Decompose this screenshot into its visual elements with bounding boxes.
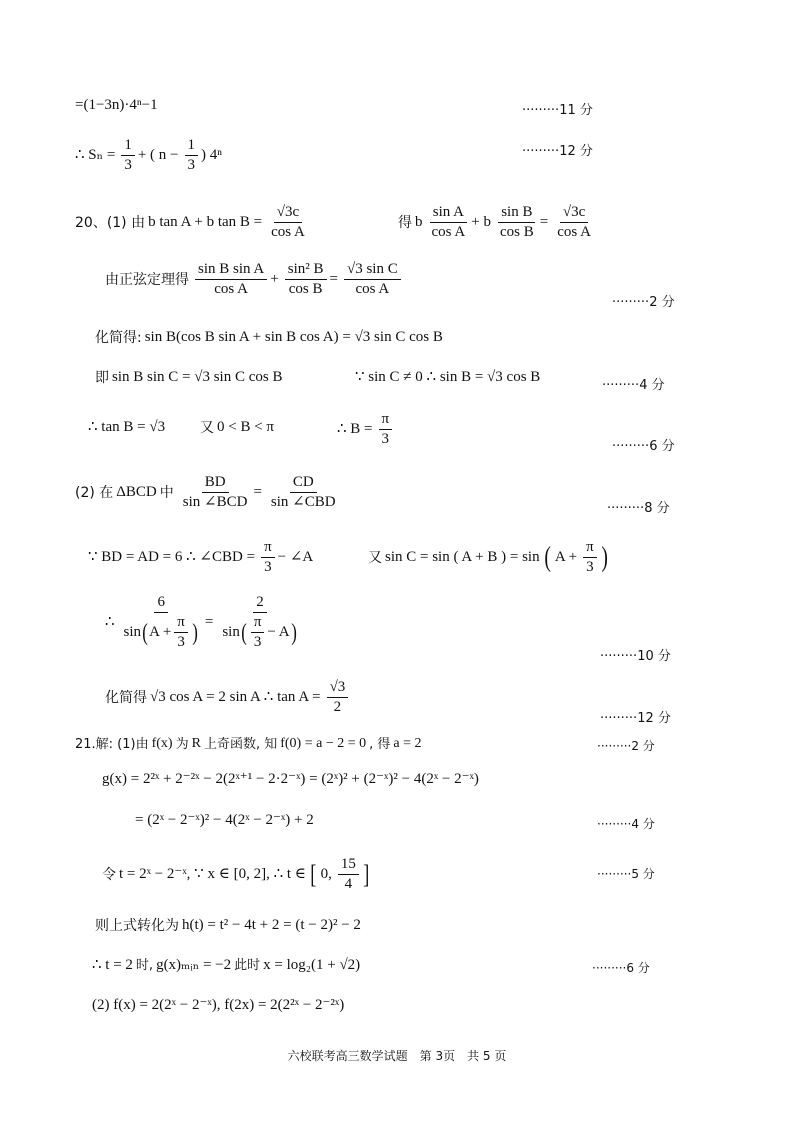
numerator: 2 [253, 595, 267, 613]
fraction [327, 680, 349, 715]
solution-line [75, 475, 342, 510]
math-expression: = [204, 614, 214, 630]
solution-line [75, 737, 425, 751]
denominator: 4 [344, 876, 353, 892]
solution-line [92, 998, 347, 1013]
math-expression: 0 < B < π [217, 419, 274, 435]
solution-line [75, 138, 225, 173]
numerator: π [261, 540, 275, 558]
numerator: 6 [154, 595, 168, 613]
math-expression: h(t) = t² − 4t + 2 = (t − 2)² − 2 [182, 917, 361, 933]
fraction [379, 412, 393, 447]
numerator: sin A [430, 205, 467, 223]
denominator [219, 613, 300, 650]
math-expression: + ( n − [137, 147, 179, 163]
denominator: cos A [271, 224, 305, 240]
solution-line [75, 98, 161, 113]
fraction [185, 138, 199, 173]
paren-right: ) [290, 619, 297, 646]
math-expression: A + [554, 549, 578, 565]
fraction [429, 205, 469, 240]
math-expression: = [329, 271, 338, 287]
numerator: BD [202, 475, 229, 493]
math-expression: ∵ sin C ≠ 0 ∴ sin B = √3 cos B [355, 369, 541, 385]
math-expression: ∴ tan B = √3 [88, 419, 166, 435]
math-expression: a = 2 [393, 736, 422, 751]
score-mark: ·········4 分 [602, 378, 665, 393]
denominator: 3 [586, 559, 594, 575]
math-expression: sin B sin C = √3 sin C cos B [112, 369, 283, 385]
denominator: cos A [431, 224, 466, 240]
math-expression: g(x)ₘᵢₙ = −2 [156, 957, 232, 973]
score-mark: ·········4 分 [597, 817, 655, 831]
solution-line [88, 420, 168, 435]
score-mark: ·········12 分 [600, 711, 671, 726]
math-expression: ΔBCD [116, 484, 157, 500]
numerator: 15 [338, 857, 359, 875]
score-mark: ·········2 分 [597, 739, 655, 753]
denominator: 3 [381, 431, 390, 447]
numerator: CD [290, 475, 317, 493]
fraction [121, 595, 202, 650]
text: 化简得: [95, 329, 142, 346]
score-mark: ·········10 分 [600, 649, 671, 664]
fraction [268, 475, 339, 510]
solution-line [75, 205, 311, 240]
math-expression: (2) f(x) = 2(2ˣ − 2⁻ˣ), f(2x) = 2(2²ˣ − 2⁻²ˣ) [92, 997, 345, 1013]
solution-line [105, 595, 304, 650]
text: 又 [200, 419, 214, 436]
solution-line [95, 330, 446, 345]
numerator: 1 [121, 138, 135, 156]
score-mark: ·········2 分 [612, 295, 675, 310]
text: (2) 在 [75, 484, 114, 501]
score-mark: ·········8 分 [607, 501, 670, 516]
page-footer: 六校联考高三数学试题 第 3页 共 5 页 [287, 1049, 507, 1063]
fraction [121, 138, 135, 173]
numerator: sin B sin A [195, 262, 267, 280]
solution-line [398, 205, 597, 240]
math-expression: ∴ Sₙ = [75, 147, 116, 163]
fraction [261, 540, 275, 575]
bracket-left: [ [310, 859, 317, 889]
denominator: cos A [355, 281, 390, 297]
math-expression: =(1−3n)·4ⁿ−1 [75, 97, 158, 113]
math-expression: = [253, 484, 262, 500]
text: , 得 [369, 736, 391, 752]
math-expression: ) 4ⁿ [201, 147, 222, 163]
question-label: 20、(1) 由 [75, 214, 146, 231]
text: 上奇函数, 知 [203, 736, 278, 752]
fraction [174, 615, 188, 650]
math-expression: ∴ t = 2 [92, 957, 133, 973]
denominator: sin ∠BCD [182, 494, 248, 510]
numerator: π [174, 615, 188, 633]
fraction [195, 262, 267, 297]
numerator: sin B [498, 205, 535, 223]
solution-line [200, 420, 277, 435]
text: 得 [398, 214, 412, 231]
math-expression: − A [267, 624, 290, 640]
text: 则上式转化为 [95, 917, 179, 934]
denominator: cos A [214, 281, 249, 297]
solution-line [105, 680, 351, 715]
solution-line [337, 412, 395, 447]
solution-line [105, 262, 404, 297]
math-expression: sin C = sin ( A + B ) = sin [385, 549, 540, 565]
math-expression: sin [123, 624, 142, 640]
solution-line [92, 958, 363, 973]
solution-line [95, 370, 285, 385]
text: 由正弦定理得 [105, 271, 189, 288]
denominator: cos A [557, 224, 591, 240]
fraction [268, 205, 308, 240]
fraction [583, 540, 597, 575]
score-mark: ·········6 分 [592, 961, 650, 975]
solution-line [102, 772, 482, 787]
solution-line [135, 813, 317, 828]
numerator: √3c [274, 205, 302, 223]
math-expression: f(x) [151, 736, 173, 751]
denominator: cos B [288, 281, 323, 297]
denominator: 3 [253, 634, 262, 650]
fraction [338, 857, 359, 892]
fraction [285, 262, 327, 297]
numerator: π [379, 412, 393, 430]
fraction [497, 205, 537, 240]
denominator: cos B [499, 224, 534, 240]
math-expression: 0, [320, 866, 332, 882]
numerator: √3 [327, 680, 349, 698]
numerator: √3 sin C [344, 262, 401, 280]
math-expression: ∵ BD = AD = 6 ∴ ∠CBD = [88, 549, 256, 565]
text: 又 [368, 549, 382, 566]
denominator: 3 [177, 634, 185, 650]
text: 时, [135, 958, 154, 973]
score-mark: ·········11 分 [522, 103, 593, 118]
text: 化简得 [105, 689, 147, 706]
numerator: sin² B [285, 262, 327, 280]
paren-left: ( [142, 619, 148, 646]
numerator: π [251, 615, 265, 633]
fraction [180, 475, 251, 510]
solution-line [88, 540, 316, 575]
solution-line [368, 540, 612, 575]
numerator: 1 [185, 138, 199, 156]
paren-right: ) [601, 541, 608, 573]
paren-left: ( [241, 619, 247, 646]
math-expression: = [539, 214, 549, 230]
denominator [121, 613, 202, 650]
math-expression: + [270, 271, 279, 287]
math-expression: sin [222, 624, 240, 640]
math-expression: R [191, 736, 201, 751]
fraction [251, 615, 265, 650]
score-mark: ·········12 分 [522, 144, 593, 159]
score-mark: ·········6 分 [612, 439, 675, 454]
denominator: 3 [124, 157, 132, 173]
math-expression: ∴ B = [337, 421, 373, 437]
text: 即 [95, 369, 109, 386]
text: 中 [159, 484, 174, 501]
math-expression: − ∠A [277, 549, 314, 565]
math-expression: f(0) = a − 2 = 0 [280, 736, 367, 751]
fraction [344, 262, 401, 297]
math-expression: g(x) = 2²ˣ + 2⁻²ˣ − 2(2ˣ⁺¹ − 2·2⁻ˣ) = (2ˣ)² + (2⁻ˣ)² − 4(2ˣ − 2⁻ˣ) [102, 771, 479, 787]
paren-right: ) [192, 619, 198, 646]
numerator: √3c [560, 205, 588, 223]
denominator: 3 [264, 559, 272, 575]
math-expression: b [415, 214, 423, 230]
fraction [554, 205, 594, 240]
solution-line [95, 918, 364, 933]
math-expression: ∴ [105, 614, 115, 630]
denominator: sin ∠CBD [270, 494, 336, 510]
math-expression: t = 2ˣ − 2⁻ˣ, ∵ x ∈ [0, 2], ∴ t ∈ [119, 866, 306, 882]
question-label: 21.解: (1)由 [75, 736, 149, 752]
solution-line [102, 857, 373, 892]
text: 为 [175, 736, 189, 752]
math-expression: + b [471, 214, 491, 230]
paren-left: ( [543, 541, 551, 573]
math-expression: b tan A + b tan B = [148, 214, 263, 230]
math-expression: = (2ˣ − 2⁻ˣ)² − 4(2ˣ − 2⁻ˣ) + 2 [135, 812, 314, 828]
denominator: 3 [187, 157, 196, 173]
text: 令 [102, 866, 116, 883]
math-expression: √3 cos A = 2 sin A ∴ tan A = [150, 689, 321, 705]
denominator: 2 [333, 699, 342, 715]
text: 此时 [234, 958, 261, 973]
score-mark: ·········5 分 [597, 867, 655, 881]
numerator: π [583, 540, 597, 558]
math-expression: x = log₂(1 + √2) [263, 957, 361, 973]
math-expression: sin B(cos B sin A + sin B cos A) = √3 sin C cos B [144, 329, 443, 345]
fraction [219, 595, 300, 650]
solution-line [355, 370, 543, 385]
math-expression: A + [149, 624, 172, 640]
bracket-right: ] [363, 859, 370, 889]
